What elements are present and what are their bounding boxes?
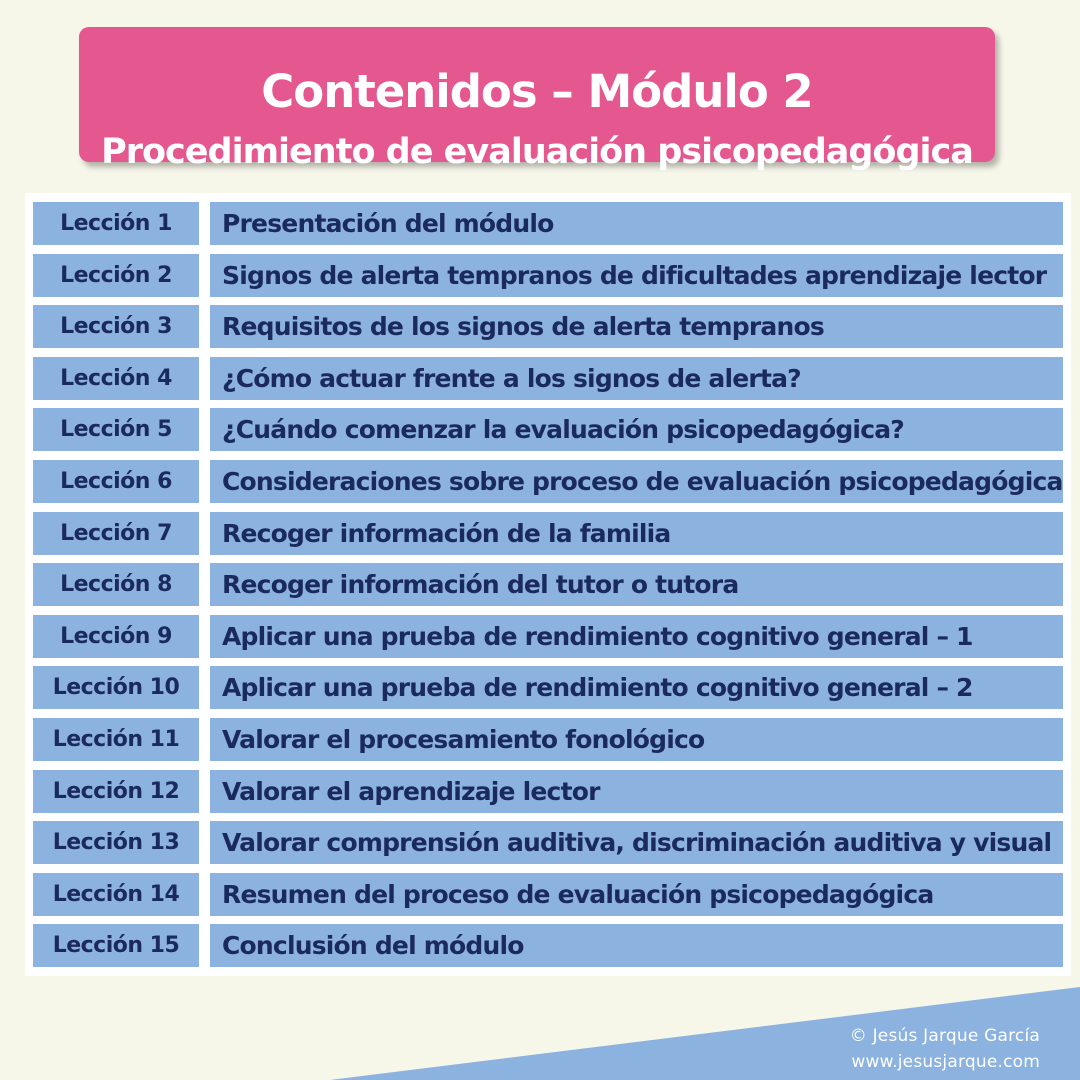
lesson-number: Lección 5 (33, 408, 199, 451)
lesson-number: Lección 10 (33, 666, 199, 709)
lesson-number: Lección 9 (33, 615, 199, 658)
lesson-number: Lección 2 (33, 254, 199, 297)
lesson-title: ¿Cuándo comenzar la evaluación psicopedagógica? (210, 408, 1063, 451)
lesson-title: Valorar comprensión auditiva, discriminación auditiva y visual (210, 821, 1063, 864)
lesson-title: Conclusión del módulo (210, 924, 1063, 967)
lesson-title: Requisitos de los signos de alerta tempranos (210, 305, 1063, 348)
lesson-title: Resumen del proceso de evaluación psicopedagógica (210, 873, 1063, 916)
lesson-number: Lección 13 (33, 821, 199, 864)
copyright-text: © Jesús Jarque García (849, 1026, 1040, 1046)
lesson-title: Presentación del módulo (210, 202, 1063, 245)
lesson-number: Lección 11 (33, 718, 199, 761)
page-title: Contenidos – Módulo 2 (261, 65, 813, 118)
lesson-number: Lección 6 (33, 460, 199, 503)
lesson-number: Lección 15 (33, 924, 199, 967)
page-subtitle: Procedimiento de evaluación psicopedagógica (101, 132, 973, 172)
lesson-title: Aplicar una prueba de rendimiento cognitivo general – 1 (210, 615, 1063, 658)
lesson-title: ¿Cómo actuar frente a los signos de alerta? (210, 357, 1063, 400)
lesson-title: Valorar el aprendizaje lector (210, 770, 1063, 813)
lesson-title: Consideraciones sobre proceso de evaluación psicopedagógica (210, 460, 1063, 503)
lesson-number: Lección 7 (33, 512, 199, 555)
website-link[interactable]: www.jesusjarque.com (851, 1052, 1040, 1072)
lesson-number: Lección 14 (33, 873, 199, 916)
lesson-number: Lección 4 (33, 357, 199, 400)
lesson-number: Lección 12 (33, 770, 199, 813)
title-banner (79, 27, 995, 172)
lesson-number: Lección 8 (33, 563, 199, 606)
lesson-title: Recoger información del tutor o tutora (210, 563, 1063, 606)
lesson-title: Signos de alerta tempranos de dificultades aprendizaje lector (210, 254, 1063, 297)
lesson-title: Aplicar una prueba de rendimiento cognitivo general – 2 (210, 666, 1063, 709)
lesson-title: Recoger información de la familia (210, 512, 1063, 555)
lesson-number: Lección 3 (33, 305, 199, 348)
lessons-table (25, 193, 1071, 976)
lesson-number: Lección 1 (33, 202, 199, 245)
lesson-title: Valorar el procesamiento fonológico (210, 718, 1063, 761)
